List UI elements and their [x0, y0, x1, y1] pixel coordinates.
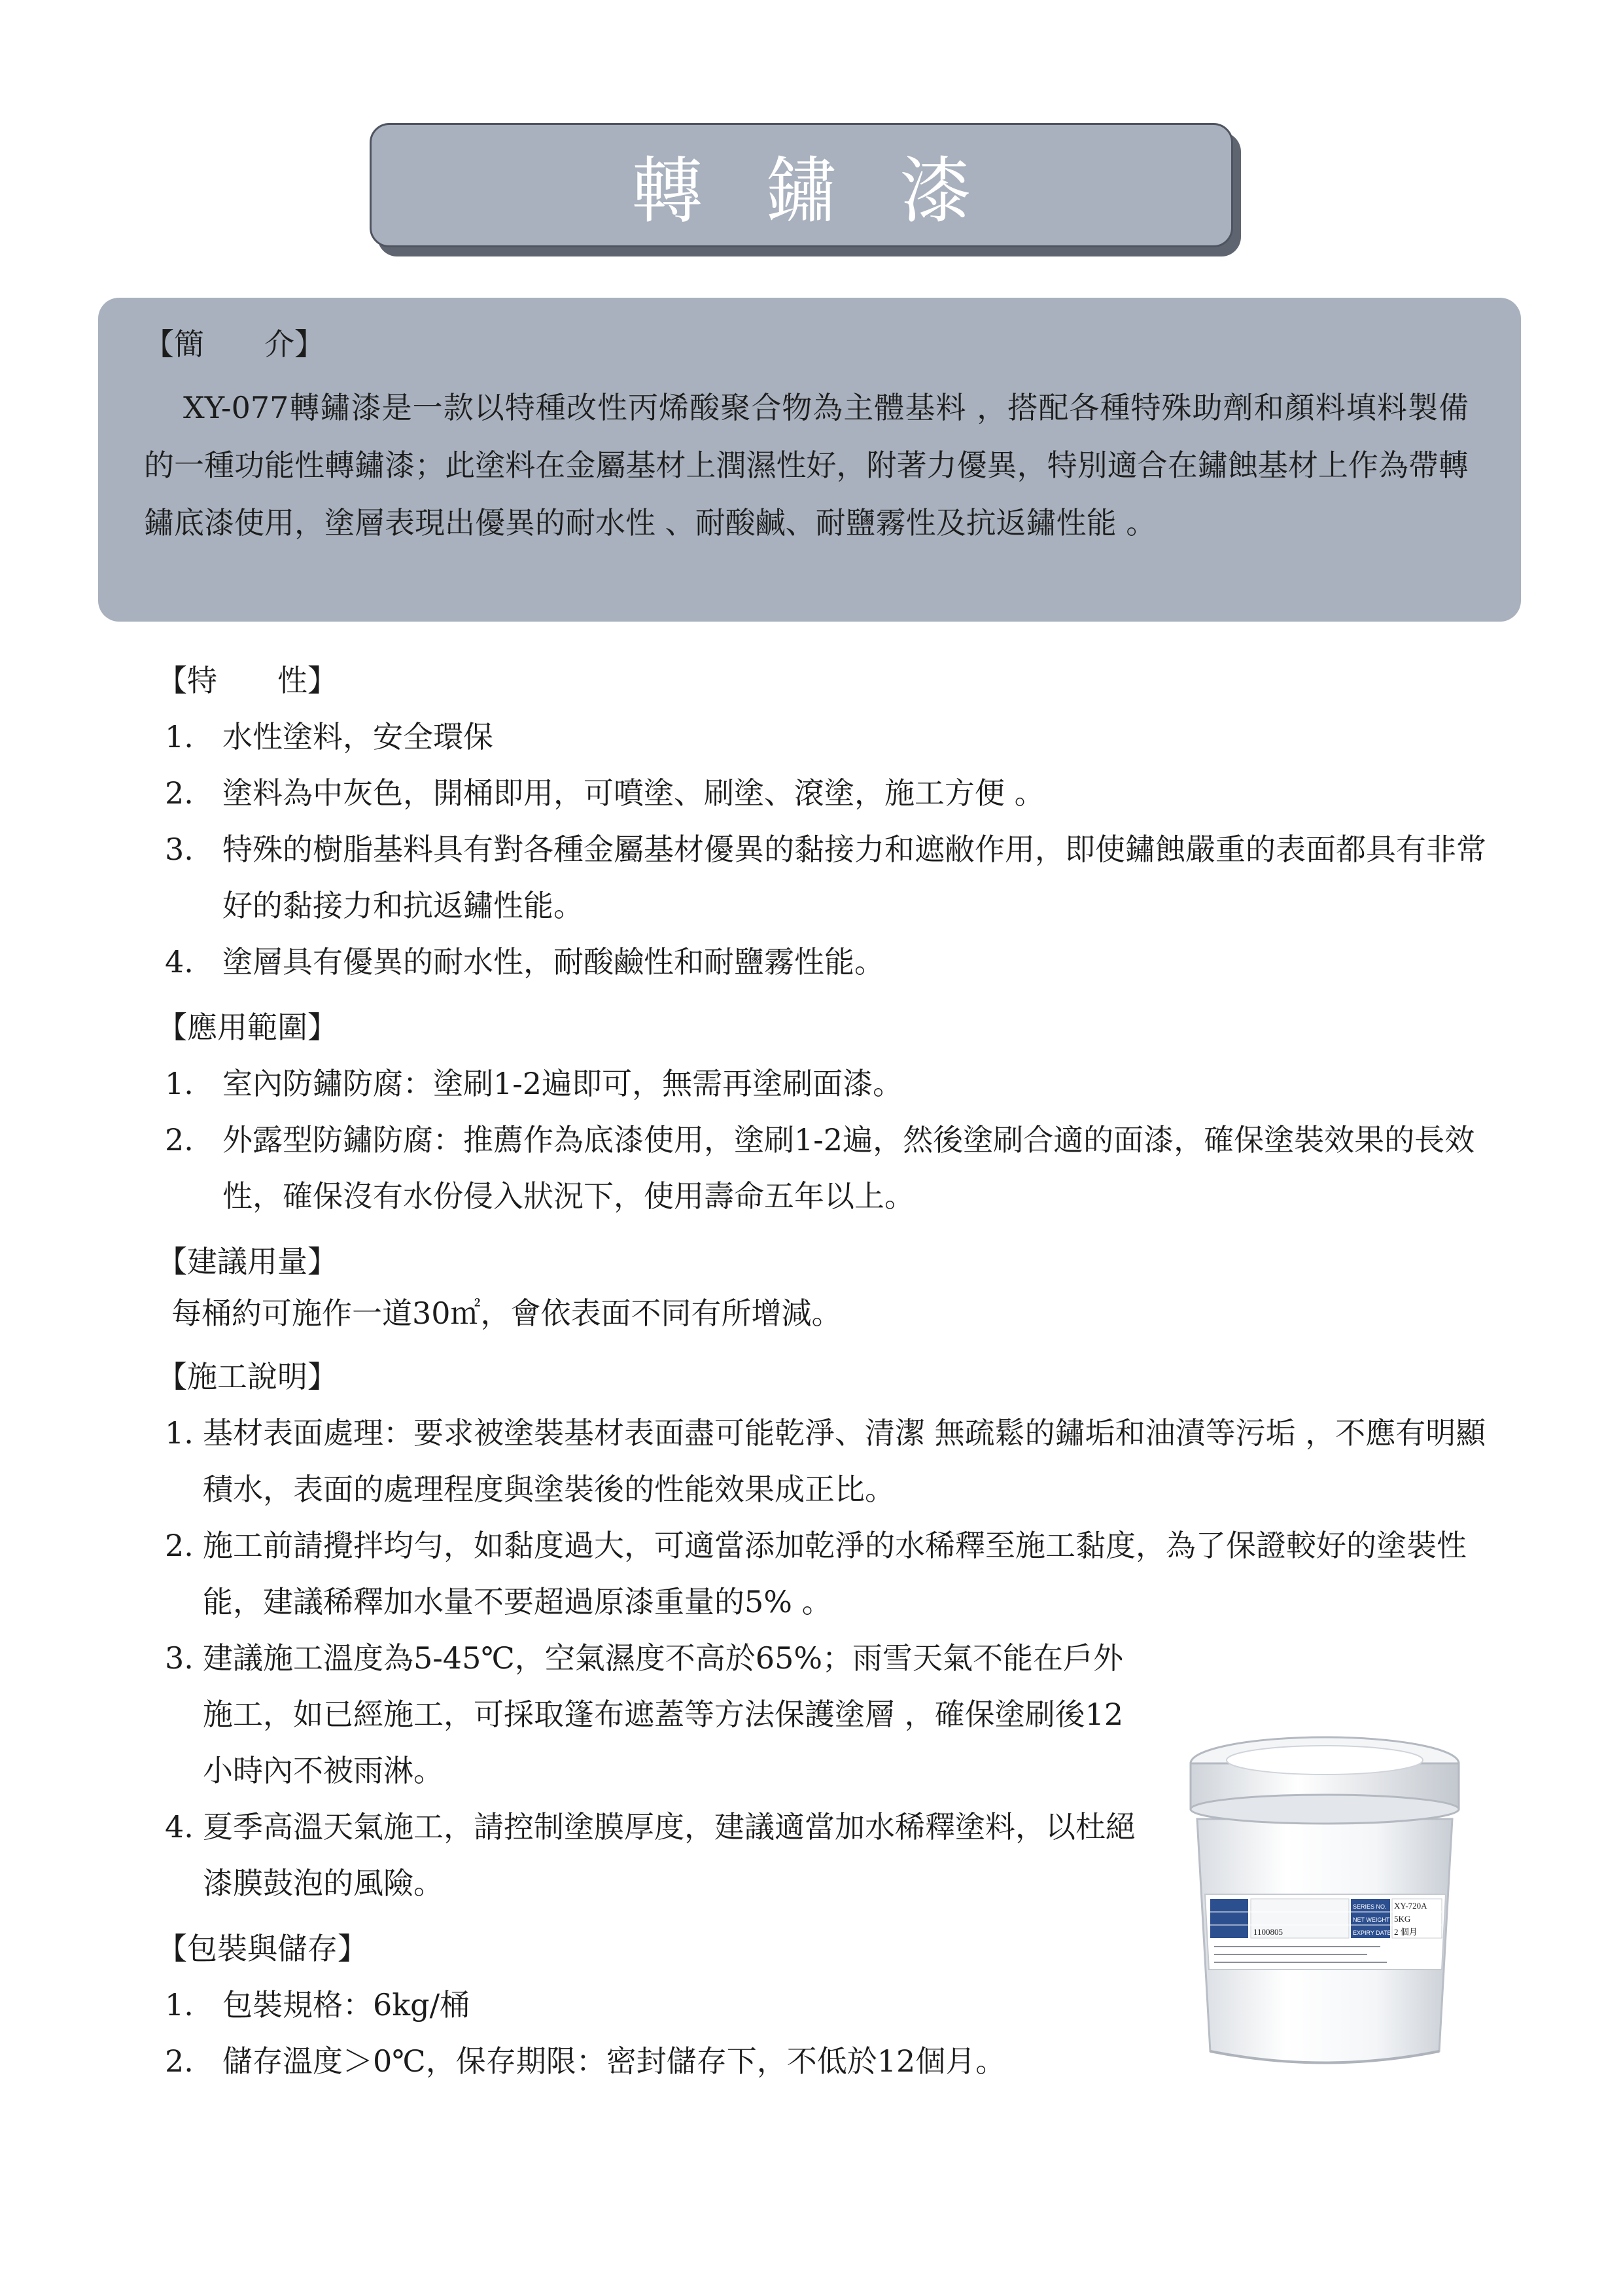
list-item: [157, 1055, 1492, 1112]
item-text: 建議施工溫度為5-45℃，空氣濕度不高於65%；雨雪天氣不能在戶外施工，如已經施工，可採取篷布遮蓋等方法保護塗層 ，確保塗刷後12小時內不被雨淋。: [203, 1640, 1124, 1788]
list-item: [157, 1517, 1492, 1630]
label-weight-value: 5KG: [1394, 1914, 1411, 1924]
label-series-value: XY-720A: [1394, 1901, 1427, 1911]
item-text: 包裝規格：6kg/桶: [222, 1987, 470, 2022]
item-text: 室內防鏽防腐：塗刷1-2遍即可，無需再塗刷面漆。: [222, 1066, 903, 1101]
item-number: 2.: [165, 775, 194, 811]
paint-bucket-image: [1171, 1727, 1478, 2074]
item-text: 塗層具有優異的耐水性，耐酸鹼性和耐鹽霧性能。: [222, 944, 884, 980]
features-list: [157, 709, 1492, 990]
item-text: 基材表面處理：要求被塗裝基材表面盡可能乾淨、清潔 無疏鬆的鏽垢和油漬等污垢 ，不應有明顯積水，表面的處理程度與塗裝後的性能效果成正比。: [203, 1415, 1486, 1507]
list-item: [157, 1112, 1492, 1224]
page-title: 轉 鏽 漆: [631, 149, 991, 233]
item-number: 4.: [165, 944, 194, 980]
list-item: [157, 709, 1492, 765]
item-number: 4.: [165, 1809, 194, 1845]
application-heading: 【應用範圍】: [157, 1010, 338, 1045]
item-number: 2.: [165, 2043, 194, 2079]
list-item: [157, 821, 1492, 934]
item-number: 1.: [165, 719, 194, 754]
item-text: 特殊的樹脂基料具有對各種金屬基材優異的黏接力和遮敝作用，即使鏽蝕嚴重的表面都具有非常好的黏接力和抗返鏽性能。: [222, 832, 1486, 923]
label-batch-value: 1100805: [1253, 1927, 1283, 1937]
item-text: 塗料為中灰色，開桶即用，可噴塗、刷塗、滾塗，施工方便 。: [222, 775, 1045, 811]
intro-text: XY-077轉鏽漆是一款以特種改性丙烯酸聚合物為主體基料 ，搭配各種特殊助劑和顏料填料製備的一種功能性轉鏽漆；此塗料在金屬基材上潤濕性好，附著力優異，特別適合在鏽蝕基材上作為帶轉鏽底漆使用，塗層表現出優異的耐水性 、耐酸鹹、耐鹽霧性及抗返鏽性能 。: [144, 390, 1469, 540]
dosage-text: 每桶約可施作一道30㎡，會依表面不同有所增減。: [171, 1296, 842, 1331]
intro-box: [98, 298, 1521, 622]
label-weight-caption: NET WEIGHT: [1353, 1916, 1390, 1923]
title-banner: [370, 123, 1233, 247]
instructions-heading: 【施工說明】: [157, 1359, 338, 1394]
item-number: 2.: [165, 1122, 194, 1157]
item-number: 3.: [165, 832, 194, 867]
packaging-heading: 【包裝與儲存】: [157, 1931, 368, 1966]
features-heading: 【特 性】: [157, 663, 338, 698]
label-series-caption: SERIES NO.: [1353, 1903, 1387, 1910]
list-item: [157, 765, 1492, 821]
item-text: 儲存溫度＞0℃，保存期限：密封儲存下，不低於12個月。: [222, 2043, 1006, 2079]
item-text: 施工前請攪拌均勻，如黏度過大，可適當添加乾淨的水稀釋至施工黏度，為了保證較好的塗裝性能，建議稀釋加水量不要超過原漆重量的5% 。: [203, 1528, 1467, 1619]
item-number: 3.: [165, 1640, 194, 1676]
intro-heading: 【簡 介】: [144, 327, 324, 362]
label-expiry-value: 2 個月: [1394, 1927, 1418, 1937]
application-list: [157, 1055, 1492, 1224]
item-number: 2.: [165, 1528, 194, 1563]
list-item: [157, 1405, 1492, 1517]
item-text: 外露型防鏽防腐：推薦作為底漆使用，塗刷1-2遍，然後塗刷合適的面漆，確保塗裝效果的長效性，確保沒有水份侵入狀況下，使用壽命五年以上。: [222, 1122, 1475, 1214]
item-number: 1.: [165, 1066, 194, 1101]
list-item: [157, 934, 1492, 990]
item-text: 水性塗料，安全環保: [222, 719, 493, 754]
label-expiry-caption: EXPIRY DATE: [1353, 1930, 1391, 1936]
item-text: 夏季高溫天氣施工，請控制塗膜厚度，建議適當加水稀釋塗料，以杜絕漆膜鼓泡的風險。: [203, 1809, 1136, 1901]
item-number: 1.: [165, 1415, 194, 1451]
item-number: 1.: [165, 1987, 194, 2022]
dosage-heading: 【建議用量】: [157, 1244, 338, 1279]
